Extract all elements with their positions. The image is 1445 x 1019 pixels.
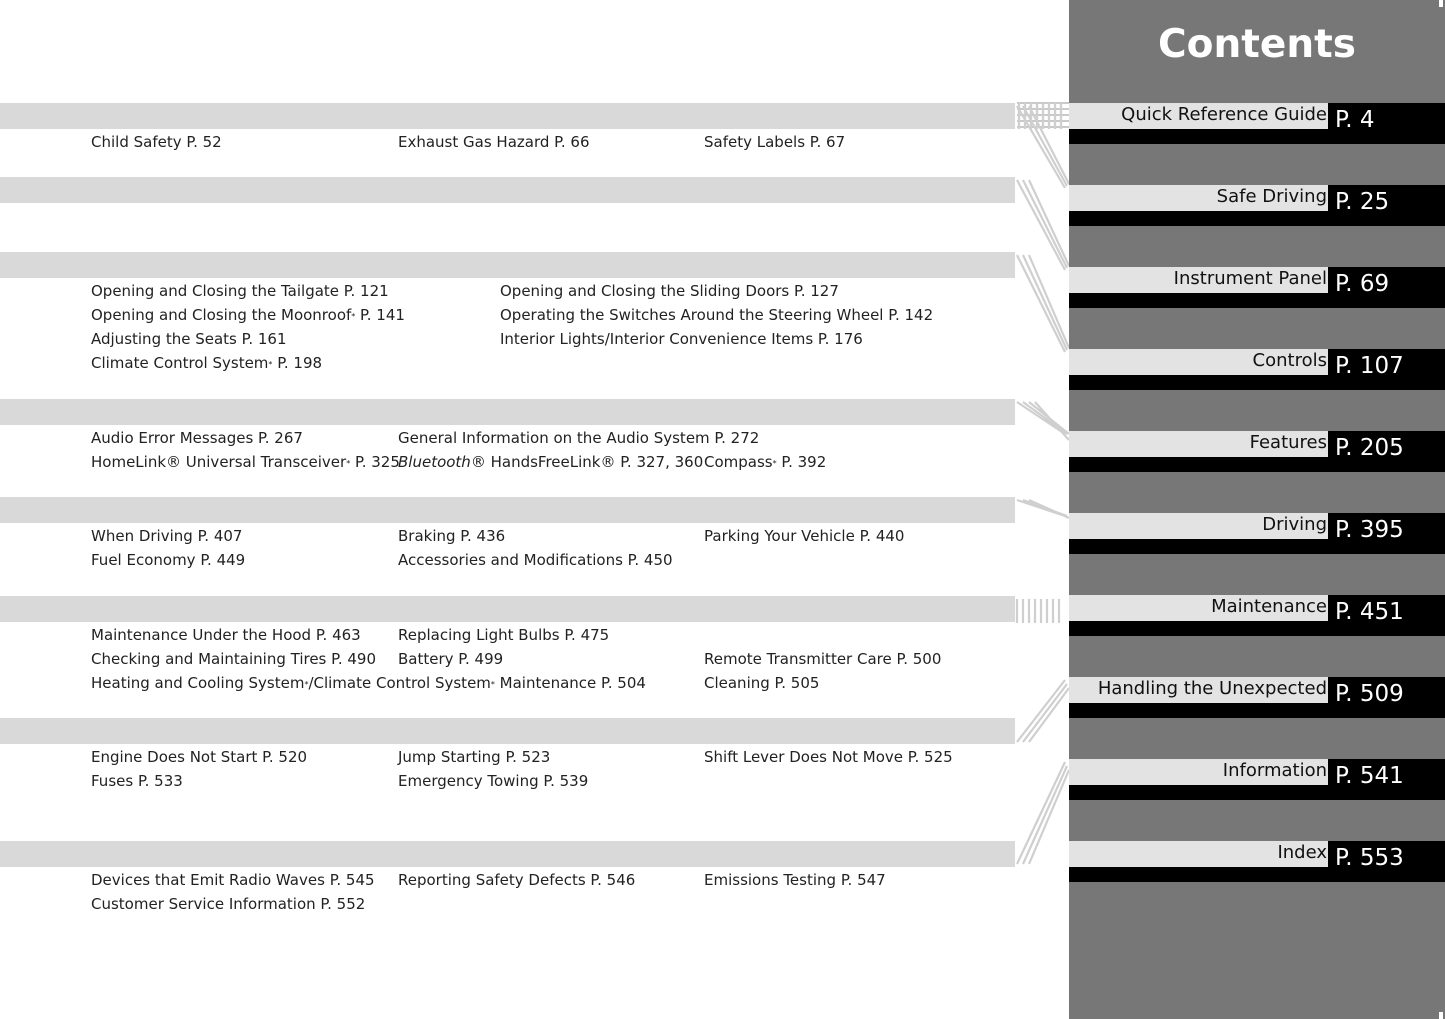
link-engine-not-start[interactable]: Engine Does Not Start P. 520	[91, 748, 308, 766]
link-under-hood[interactable]: Maintenance Under the Hood P. 463	[91, 626, 361, 644]
section-bar-maintenance	[0, 596, 1015, 622]
tab-label-shadow	[1069, 621, 1328, 636]
tab-label: Controls	[1252, 350, 1327, 371]
tab-label-shadow	[1069, 129, 1328, 144]
footnote-mark: *	[304, 680, 309, 689]
footnote-mark: *	[772, 459, 777, 468]
tab-controls[interactable]	[1069, 349, 1445, 390]
link-emissions-testing[interactable]: Emissions Testing P. 547	[704, 871, 886, 889]
section-bar-controls	[0, 252, 1015, 278]
section-bar-driving	[0, 497, 1015, 523]
link-page: P. 141	[355, 306, 405, 324]
tab-label: Maintenance	[1211, 596, 1327, 617]
tab-safe-driving[interactable]	[1069, 185, 1445, 226]
link-page: Maintenance P. 504	[494, 674, 646, 692]
tab-label-shadow	[1069, 375, 1328, 390]
link-moonroof[interactable]	[91, 303, 405, 327]
link-parking[interactable]: Parking Your Vehicle P. 440	[704, 527, 905, 545]
footnote-mark: *	[346, 459, 351, 468]
link-text: Opening and Closing the Moonroof	[91, 306, 352, 324]
tab-page-number: P. 541	[1328, 759, 1445, 800]
link-audio-general-info[interactable]: General Information on the Audio System P. 272	[398, 429, 760, 447]
tab-page-number: P. 25	[1328, 185, 1445, 226]
link-steering-switches[interactable]: Operating the Switches Around the Steering Wheel P. 142	[500, 306, 934, 324]
link-sliding-doors[interactable]: Opening and Closing the Sliding Doors P. 127	[500, 282, 839, 300]
section-bar-information	[0, 841, 1015, 867]
link-audio-error-messages[interactable]: Audio Error Messages P. 267	[91, 429, 303, 447]
link-tires[interactable]: Checking and Maintaining Tires P. 490	[91, 650, 377, 668]
tab-label: Features	[1249, 432, 1327, 453]
connector-stripes	[1013, 100, 1073, 880]
link-page: P. 392	[776, 453, 827, 471]
tab-driving[interactable]	[1069, 513, 1445, 554]
section-bar-features	[0, 399, 1015, 425]
link-text-italic: Bluetooth	[398, 453, 471, 471]
tab-index[interactable]	[1069, 841, 1445, 882]
link-text: Heating and Cooling System	[91, 674, 305, 692]
tab-label: Driving	[1262, 514, 1327, 535]
section-bar-quick-reference	[0, 103, 1015, 129]
tab-label: Information	[1222, 760, 1327, 781]
tab-quick-reference-guide[interactable]	[1069, 103, 1445, 144]
link-customer-service[interactable]: Customer Service Information P. 552	[91, 895, 366, 913]
link-safety-defects[interactable]: Reporting Safety Defects P. 546	[398, 871, 636, 889]
corner-mark-bottom	[1439, 1012, 1443, 1019]
tab-page-number: P. 205	[1328, 431, 1445, 472]
link-braking[interactable]: Braking P. 436	[398, 527, 506, 545]
tab-page-number: P. 509	[1328, 677, 1445, 718]
link-fuel-economy[interactable]: Fuel Economy P. 449	[91, 551, 246, 569]
link-text: /Climate Control System	[308, 674, 491, 692]
link-tailgate[interactable]: Opening and Closing the Tailgate P. 121	[91, 282, 389, 300]
tab-label-shadow	[1069, 211, 1328, 226]
link-text: Climate Control System	[91, 354, 269, 372]
tab-label-shadow	[1069, 703, 1328, 718]
tab-instrument-panel[interactable]	[1069, 267, 1445, 308]
link-fuses[interactable]: Fuses P. 533	[91, 772, 183, 790]
link-shift-lever[interactable]: Shift Lever Does Not Move P. 525	[704, 748, 953, 766]
tab-label: Quick Reference Guide	[1121, 104, 1327, 125]
section-bar-handling-unexpected	[0, 718, 1015, 744]
link-climate-control[interactable]	[91, 351, 322, 375]
link-hvac-maintenance[interactable]	[91, 671, 646, 695]
link-cleaning[interactable]: Cleaning P. 505	[704, 674, 820, 692]
tab-page-number: P. 4	[1328, 103, 1445, 144]
link-page: P. 198	[272, 354, 323, 372]
tab-label: Handling the Unexpected	[1097, 678, 1327, 699]
link-accessories[interactable]: Accessories and Modifications P. 450	[398, 551, 673, 569]
tab-handling-the-unexpected[interactable]	[1069, 677, 1445, 718]
tab-page-number: P. 69	[1328, 267, 1445, 308]
link-light-bulbs[interactable]: Replacing Light Bulbs P. 475	[398, 626, 610, 644]
link-bluetooth-handsfreelink[interactable]	[398, 450, 703, 474]
link-compass[interactable]	[704, 450, 826, 474]
tab-page-number: P. 553	[1328, 841, 1445, 882]
link-homelink[interactable]	[91, 450, 400, 474]
tab-page-number: P. 107	[1328, 349, 1445, 390]
page-title: Contents	[1158, 22, 1356, 67]
tab-label: Index	[1277, 842, 1327, 863]
tab-label: Safe Driving	[1216, 186, 1327, 207]
link-battery[interactable]: Battery P. 499	[398, 650, 504, 668]
link-text: ® HandsFreeLink® P. 327, 360	[470, 453, 704, 471]
link-interior-lights[interactable]: Interior Lights/Interior Convenience Items P. 176	[500, 330, 863, 348]
tab-page-number: P. 451	[1328, 595, 1445, 636]
tab-maintenance[interactable]	[1069, 595, 1445, 636]
link-emergency-towing[interactable]: Emergency Towing P. 539	[398, 772, 589, 790]
link-radio-waves[interactable]: Devices that Emit Radio Waves P. 545	[91, 871, 375, 889]
link-child-safety[interactable]: Child Safety P. 52	[91, 133, 222, 151]
link-when-driving[interactable]: When Driving P. 407	[91, 527, 243, 545]
footnote-mark: *	[490, 680, 495, 689]
link-adjusting-seats[interactable]: Adjusting the Seats P. 161	[91, 330, 287, 348]
tab-information[interactable]	[1069, 759, 1445, 800]
link-exhaust-gas-hazard[interactable]: Exhaust Gas Hazard P. 66	[398, 133, 590, 151]
link-jump-starting[interactable]: Jump Starting P. 523	[398, 748, 551, 766]
tab-label: Instrument Panel	[1173, 268, 1327, 289]
tab-label-shadow	[1069, 785, 1328, 800]
tab-features[interactable]	[1069, 431, 1445, 472]
link-page: P. 325	[350, 453, 400, 471]
link-text: HomeLink® Universal Transceiver	[91, 453, 347, 471]
footnote-mark: *	[351, 312, 356, 321]
tab-label-shadow	[1069, 293, 1328, 308]
link-safety-labels[interactable]: Safety Labels P. 67	[704, 133, 846, 151]
corner-mark-top	[1439, 0, 1443, 7]
tab-label-shadow	[1069, 867, 1328, 882]
footnote-mark: *	[268, 360, 273, 369]
tab-label-shadow	[1069, 457, 1328, 472]
link-text: Compass	[704, 453, 773, 471]
tab-label-shadow	[1069, 539, 1328, 554]
section-bar-safe-driving	[0, 177, 1015, 203]
tab-page-number: P. 395	[1328, 513, 1445, 554]
link-remote-transmitter[interactable]: Remote Transmitter Care P. 500	[704, 650, 942, 668]
